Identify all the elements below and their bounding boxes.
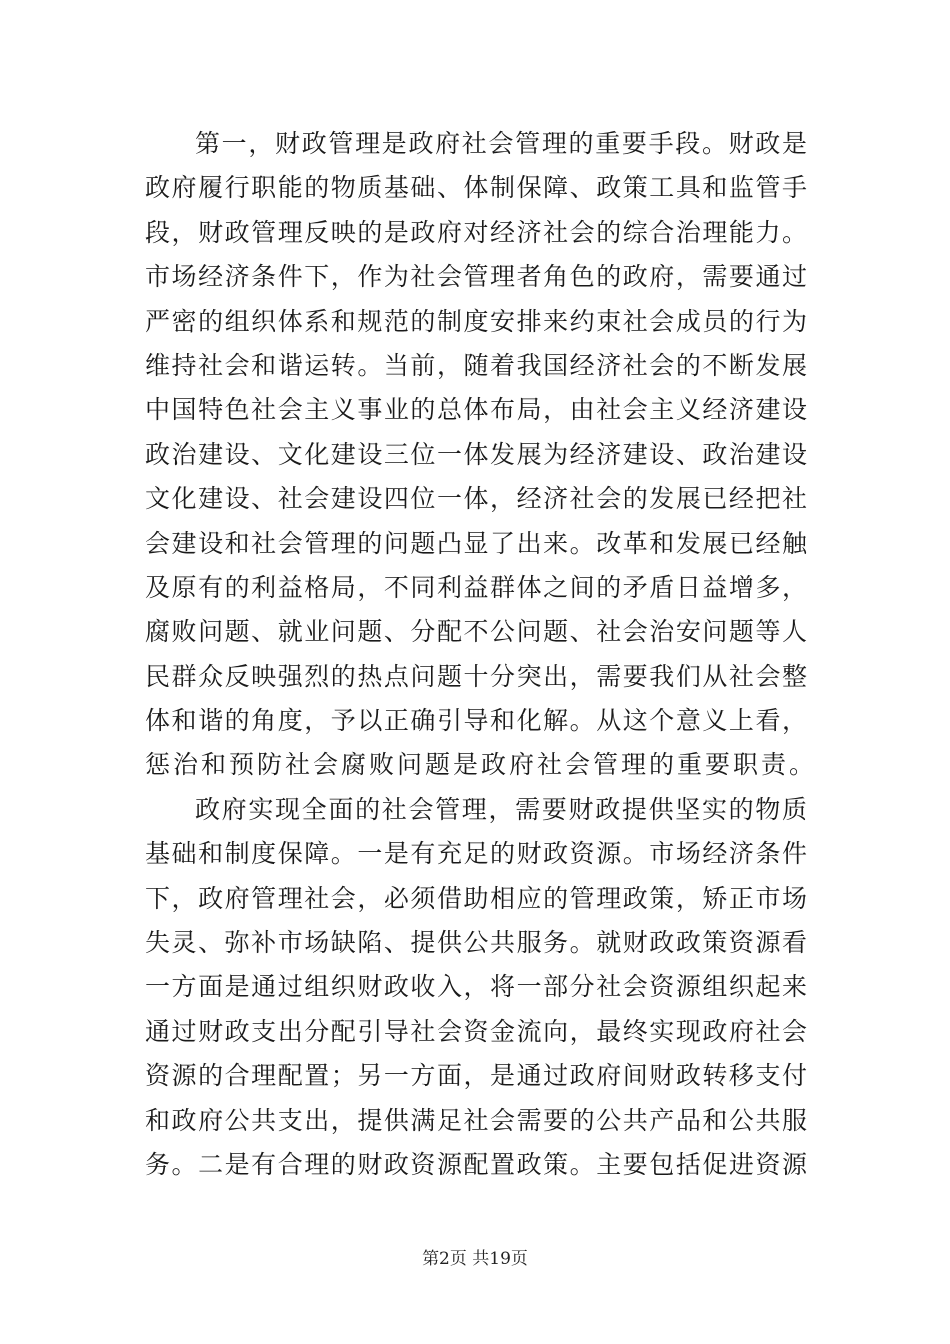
text-line: 政府履行职能的物质基础、体制保障、政策工具和监管手 [145, 173, 807, 203]
text-line: 维持社会和谐运转。当前，随着我国经济社会的不断发展 [145, 350, 807, 380]
text-line: 体和谐的角度，予以正确引导和化解。从这个意义上看， [145, 706, 807, 736]
text-line: 第一，财政管理是政府社会管理的重要手段。财政是 [195, 129, 807, 158]
text-line: 和政府公共支出，提供满足社会需要的公共产品和公共服 [145, 1105, 807, 1135]
text-line: 文化建设、社会建设四位一体，经济社会的发展已经把社 [145, 484, 807, 514]
text-line: 务。二是有合理的财政资源配置政策。主要包括促进资源 [145, 1149, 807, 1179]
text-line: 腐败问题、就业问题、分配不公问题、社会治安问题等人 [145, 617, 807, 647]
text-line: 下，政府管理社会，必须借助相应的管理政策，矫正市场 [145, 883, 807, 913]
text-line: 通过财政支出分配引导社会资金流向，最终实现政府社会 [145, 1016, 807, 1046]
text-line: 失灵、弥补市场缺陷、提供公共服务。就财政政策资源看 [145, 928, 807, 958]
text-line: 民群众反映强烈的热点问题十分突出，需要我们从社会整 [145, 661, 807, 691]
text-line: 中国特色社会主义事业的总体布局，由社会主义经济建设 [145, 395, 807, 425]
page-number-footer: 第2页 共19页 [422, 1249, 528, 1269]
text-line: 会建设和社会管理的问题凸显了出来。改革和发展已经触 [145, 528, 807, 558]
text-line: 资源的合理配置；另一方面，是通过政府间财政转移支付 [145, 1061, 807, 1091]
text-line: 一方面是通过组织财政收入，将一部分社会资源组织起来 [145, 972, 807, 1002]
text-line: 惩治和预防社会腐败问题是政府社会管理的重要职责。 [145, 750, 818, 780]
paragraph-1 [145, 122, 818, 788]
text-line: 政府实现全面的社会管理，需要财政提供坚实的物质 [195, 794, 807, 824]
paragraph-2 [145, 788, 807, 1188]
body-text [145, 122, 818, 1187]
text-line: 市场经济条件下，作为社会管理者角色的政府，需要通过 [145, 262, 807, 292]
text-line: 基础和制度保障。一是有充足的财政资源。市场经济条件 [145, 839, 807, 869]
text-line: 严密的组织体系和规范的制度安排来约束社会成员的行为 [145, 306, 807, 336]
text-line: 政治建设、文化建设三位一体发展为经济建设、政治建设 [145, 439, 807, 469]
text-line: 段，财政管理反映的是政府对经济社会的综合治理能力。 [145, 217, 807, 247]
text-line: 及原有的利益格局，不同利益群体之间的矛盾日益增多， [145, 572, 807, 602]
